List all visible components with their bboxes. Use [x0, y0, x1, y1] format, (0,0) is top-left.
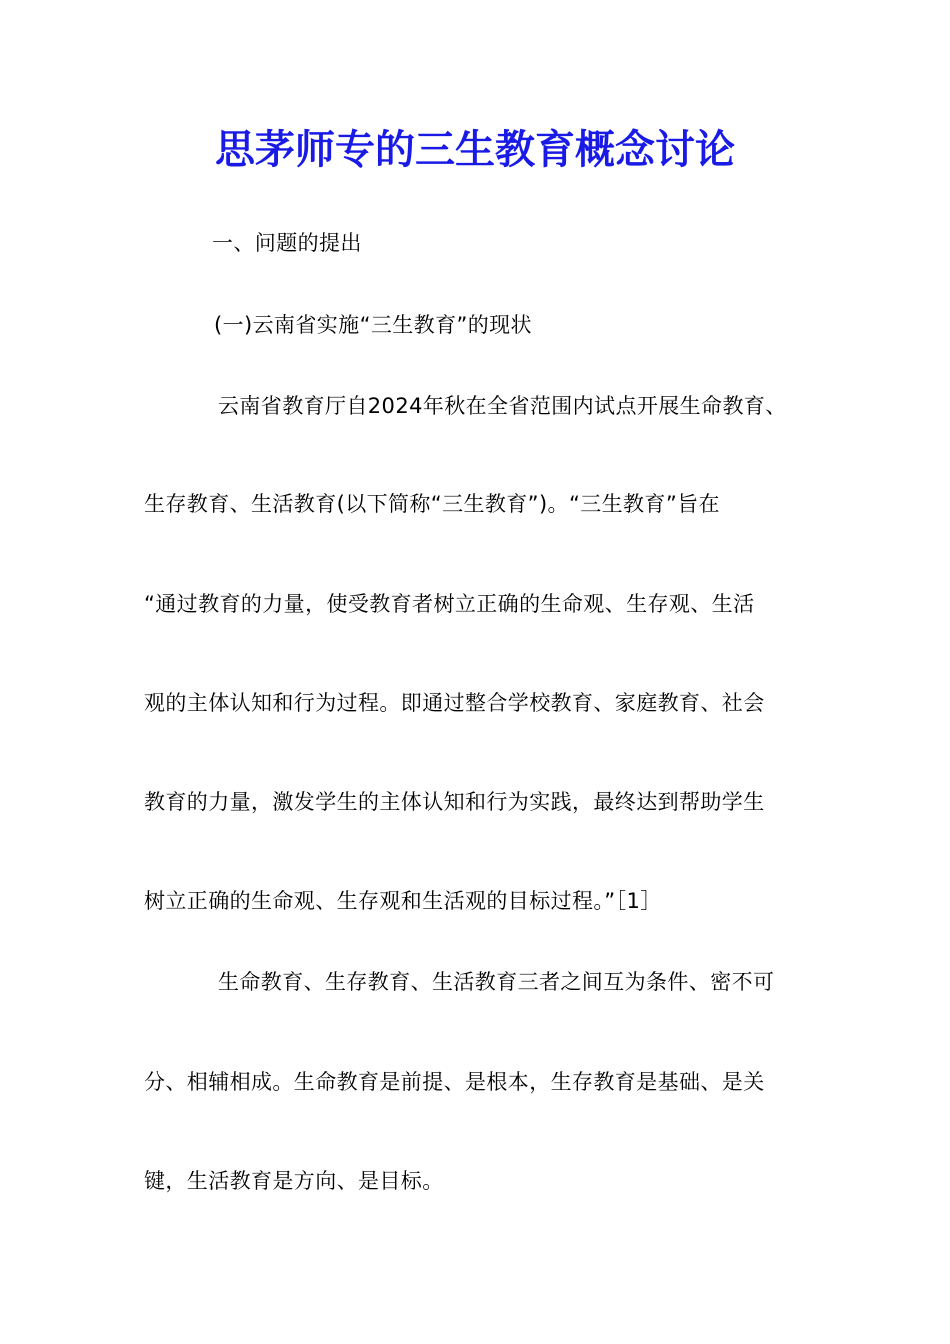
paragraph-line: 教育的力量，激发学生的主体认知和行为实践，最终达到帮助学生 — [144, 790, 765, 814]
document-title: 思茅师专的三生教育概念讨论 — [215, 126, 735, 173]
section-heading: 一、问题的提出 — [212, 231, 362, 255]
subsection-heading: (一)云南省实施“三生教育”的现状 — [214, 313, 532, 337]
paragraph-line: 云南省教育厅自2024年秋在全省范围内试点开展生命教育、 — [218, 394, 787, 418]
paragraph-line: 键，生活教育是方向、是目标。 — [144, 1169, 444, 1193]
paragraph-line: 生存教育、生活教育(以下简称“三生教育”)。“三生教育”旨在 — [144, 492, 720, 516]
paragraph-line: 观的主体认知和行为过程。即通过整合学校教育、家庭教育、社会 — [144, 691, 765, 715]
paragraph-line: 生命教育、生存教育、生活教育三者之间互为条件、密不可 — [218, 970, 775, 994]
paragraph-line: 树立正确的生命观、生存观和生活观的目标过程。”［1］ — [144, 889, 662, 913]
paragraph-line: 分、相辅相成。生命教育是前提、是根本，生存教育是基础、是关 — [144, 1070, 765, 1094]
paragraph-line: “通过教育的力量，使受教育者树立正确的生命观、生存观、生活 — [144, 592, 755, 616]
